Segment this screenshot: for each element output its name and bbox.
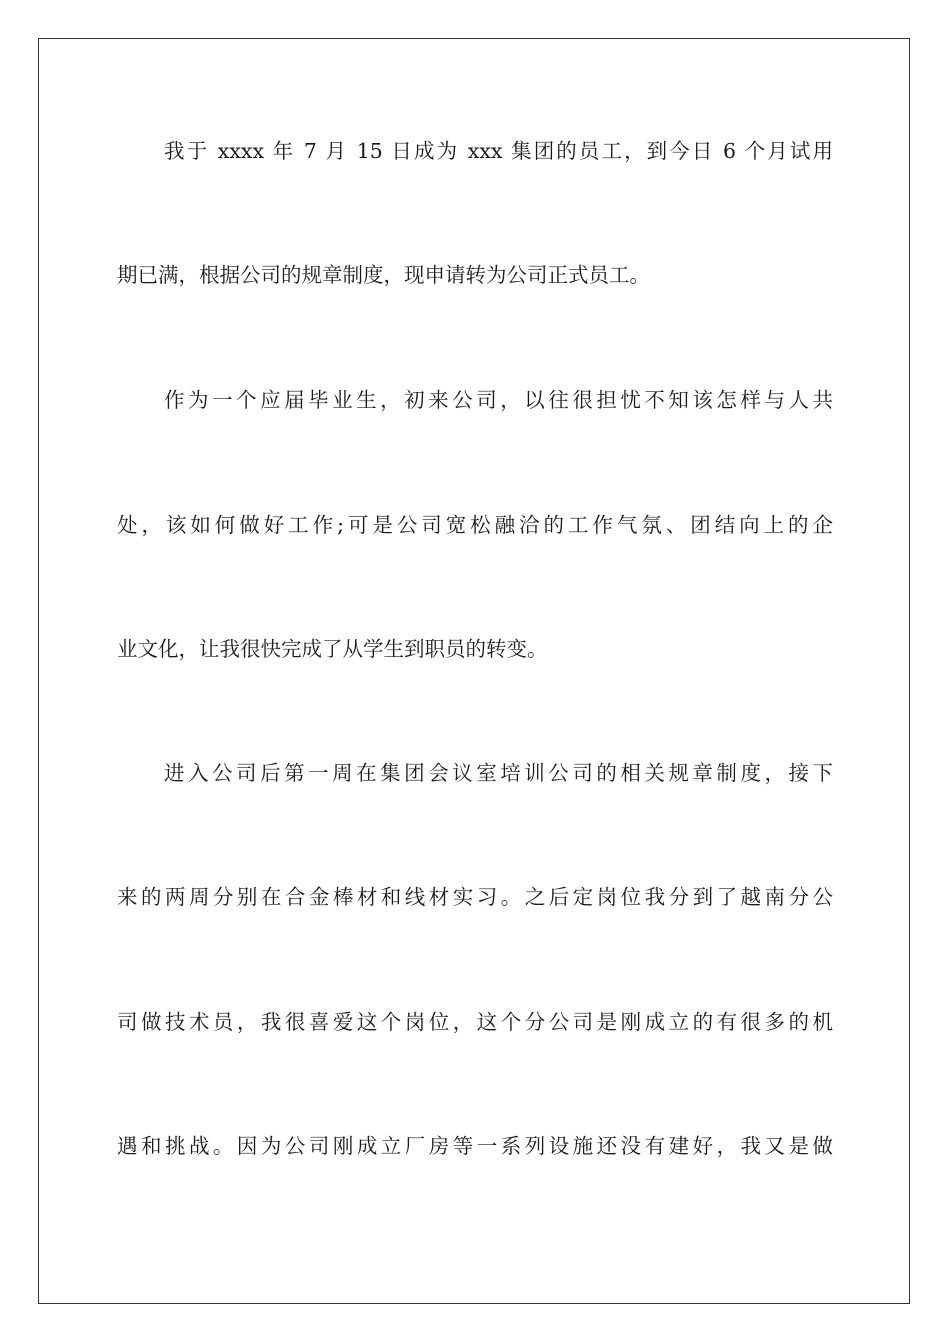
paragraph-2-line-1: 作为一个应届毕业生，初来公司，以往很担忧不知该怎样与人共 (164, 388, 833, 412)
paragraph-3-line-2: 来的两周分别在合金棒材和线材实习。之后定岗位我分到了越南分公 (117, 885, 833, 909)
paragraph-1-line-2: 期已满，根据公司的规章制度，现申请转为公司正式员工。 (117, 263, 650, 287)
page-border (38, 38, 910, 1304)
paragraph-3-line-1: 进入公司后第一周在集团会议室培训公司的相关规章制度，接下 (164, 761, 833, 785)
paragraph-1-line-1: 我于 xxxx 年 7 月 15 日成为 xxx 集团的员工，到今日 6 个月试用 (164, 139, 833, 163)
paragraph-3-line-4: 遇和挑战。因为公司刚成立厂房等一系列设施还没有建好，我又是做 (117, 1134, 833, 1158)
paragraph-2-line-3: 业文化，让我很快完成了从学生到职员的转变。 (117, 637, 548, 661)
paragraph-3-line-3: 司做技术员，我很喜爱这个岗位，这个分公司是刚成立的有很多的机 (117, 1010, 833, 1034)
paragraph-2-line-2: 处，该如何做好工作;可是公司宽松融洽的工作气氛、团结向上的企 (117, 513, 833, 537)
